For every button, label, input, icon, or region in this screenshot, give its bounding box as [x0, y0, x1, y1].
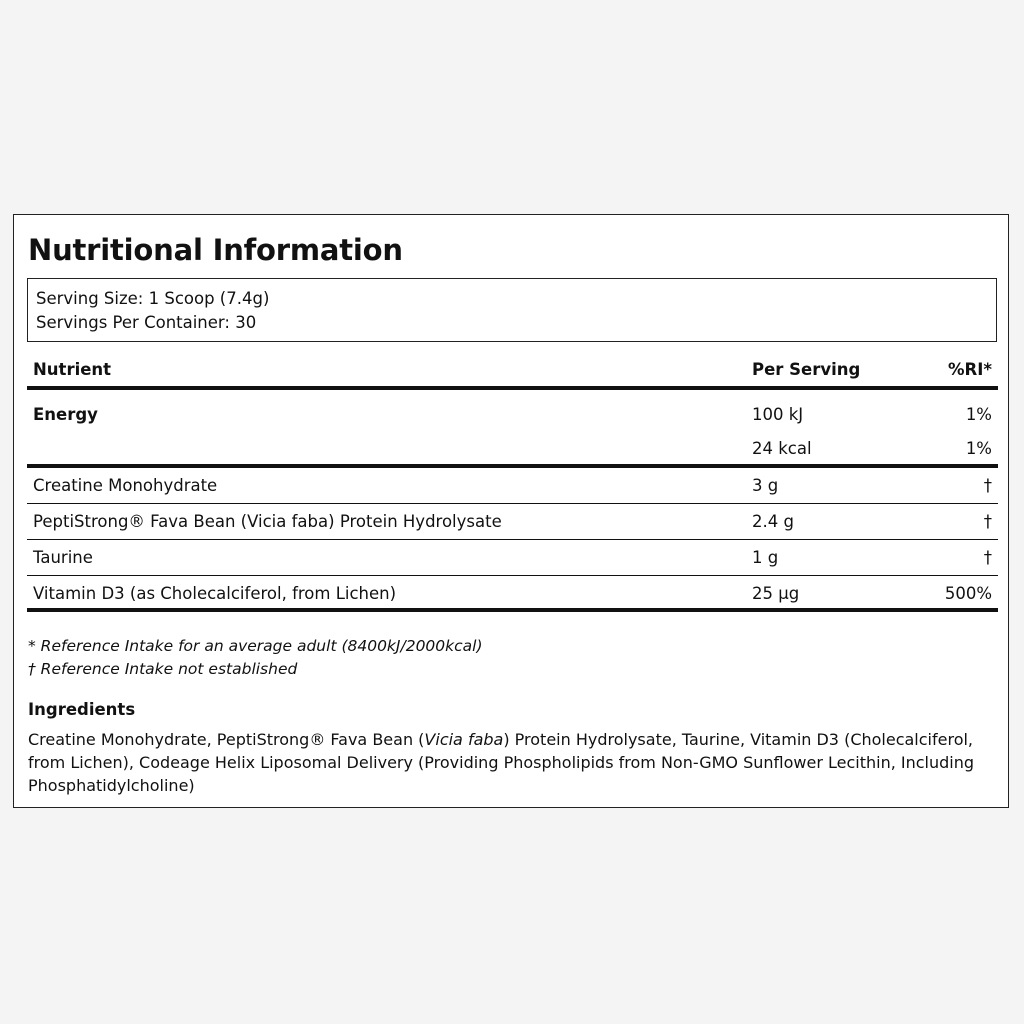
serving-info-box [27, 278, 997, 342]
nutrient-name: Creatine Monohydrate [33, 476, 218, 495]
footnote-not-established: † Reference Intake not established [28, 660, 298, 678]
table-header-row [27, 354, 998, 390]
nutrient-name: Taurine [33, 548, 93, 567]
header-per-serving: Per Serving [752, 360, 861, 379]
nutrient-ri: † [983, 548, 992, 567]
nutrition-table [27, 354, 998, 612]
energy-label: Energy [33, 405, 98, 424]
nutrient-name: PeptiStrong® Fava Bean (Vicia faba) Protein Hydrolysate [33, 512, 502, 531]
ingredients-text-part: Creatine Monohydrate, PeptiStrong® Fava Bean ( [28, 730, 425, 749]
nutrient-amount: 25 µg [752, 584, 800, 603]
nutrient-ri: 500% [944, 584, 992, 603]
nutrient-amount: 2.4 g [752, 512, 794, 531]
nutrient-amount: 1 g [752, 548, 779, 567]
ingredients-text-part: ) Protein Hydrolysate, Taurine, Vitamin D3 (Cholecalciferol, from Lichen), Codeage Helix Liposomal Delivery (Providing Phospholipids from Non-GMO Sunflower Lecithin, Including Phosphatidylcholine) [28, 730, 975, 795]
energy-kcal-value: 24 kcal [752, 439, 812, 458]
nutrient-ri: † [983, 512, 992, 531]
serving-size: Serving Size: 1 Scoop (7.4g) [36, 289, 270, 308]
table-row [27, 504, 998, 540]
header-nutrient: Nutrient [33, 360, 112, 379]
footnotes [28, 635, 483, 681]
servings-per-container: Servings Per Container: 30 [36, 313, 257, 332]
label-title: Nutritional Information [28, 233, 403, 267]
header-ri: %RI* [947, 360, 992, 379]
table-row [27, 576, 998, 612]
footnote-reference-intake: * Reference Intake for an average adult (8400kJ/2000kcal) [28, 637, 483, 655]
energy-row [27, 390, 998, 468]
energy-kj-value: 100 kJ [752, 405, 804, 424]
ingredients-text-italic: Vicia faba [424, 730, 504, 749]
table-row [27, 540, 998, 576]
table-row [27, 468, 998, 504]
nutrition-label-panel [13, 214, 1009, 808]
nutrient-name: Vitamin D3 (as Cholecalciferol, from Lichen) [33, 584, 397, 603]
nutrient-amount: 3 g [752, 476, 779, 495]
nutrient-ri: † [983, 476, 992, 495]
energy-kcal-ri: 1% [965, 439, 992, 458]
ingredients-heading: Ingredients [28, 700, 136, 719]
ingredients-list [28, 728, 988, 797]
energy-kj-ri: 1% [965, 405, 992, 424]
